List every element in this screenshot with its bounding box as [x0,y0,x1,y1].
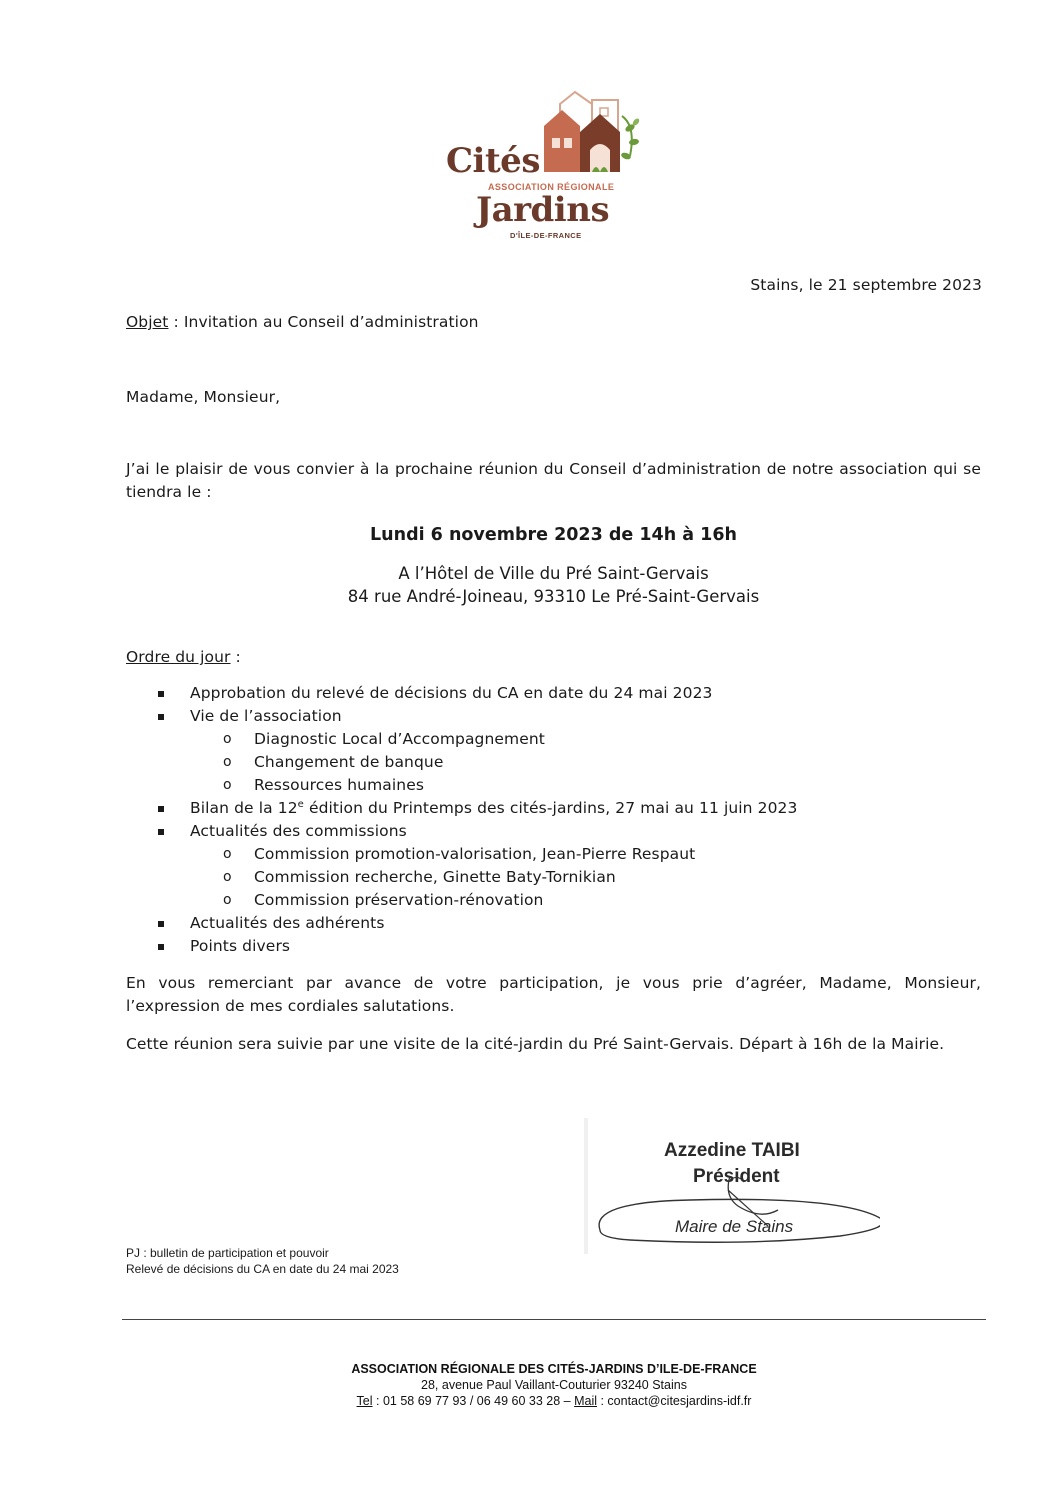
attachment-line-2: Relevé de décisions du CA en date du 24 mai 2023 [126,1262,399,1276]
agenda-subitem [126,866,986,889]
footer-address: 28, avenue Paul Vaillant-Couturier 93240 Stains [421,1378,687,1392]
handwritten-signature-icon [580,1118,880,1258]
footer-organization: ASSOCIATION RÉGIONALE DES CITÉS-JARDINS D’ILE-DE-FRANCE [351,1362,757,1376]
agenda-item-text-start: Bilan de la 12 [190,799,298,817]
circle-bullet-icon: o [223,777,232,793]
agenda-item-text: Ressources humaines [254,776,425,794]
subject-text: : Invitation au Conseil d’administration [168,313,479,331]
logo-word-cites: Cités [446,141,540,181]
agenda-item [126,797,986,820]
agenda-title [126,646,241,669]
footer-tel-value: : 01 58 69 77 93 / 06 49 60 33 28 – [372,1394,575,1408]
agenda-item-text: Approbation du relevé de décisions du CA en date du 24 mai 2023 [190,684,713,702]
circle-bullet-icon: o [223,731,232,747]
attachments [126,1245,399,1277]
signatory-title: Maire de Stains [675,1217,794,1236]
footer-divider [122,1319,986,1320]
agenda-item [126,935,986,958]
agenda-list [126,682,986,958]
square-bullet-icon [158,921,164,927]
footer [122,1361,986,1409]
agenda-item [126,682,986,705]
agenda-item [126,820,986,843]
agenda-item-text: Commission recherche, Ginette Baty-Tornikian [254,868,616,886]
followup-paragraph: Cette réunion sera suivie par une visite de la cité-jardin du Pré Saint-Gervais. Départ à 16h de la Mairie. [126,1035,945,1053]
agenda-item [126,705,986,728]
square-bullet-icon [158,714,164,720]
intro-paragraph: J’ai le plaisir de vous convier à la prochaine réunion du Conseil d’administration de notre association qui se tiendra le : [126,460,981,501]
venue-line-1: A l’Hôtel de Ville du Pré Saint-Gervais [398,564,709,583]
agenda-item-text: Vie de l’association [190,707,342,725]
agenda-item-text: Changement de banque [254,753,444,771]
agenda-item-text-end: édition du Printemps des cités-jardins, 27 mai au 11 juin 2023 [303,799,798,817]
footer-mail-label: Mail [574,1394,598,1408]
agenda-subitem [126,728,986,751]
circle-bullet-icon: o [223,754,232,770]
closing-paragraph: En vous remerciant par avance de votre participation, je vous prie d’agréer, Madame, Monsieur, l’expression de mes cordiales salutations. [126,974,981,1015]
letter-subject [126,311,479,334]
footer-contact [122,1393,986,1409]
signatory-role: Président [693,1166,780,1187]
subject-label: Objet [126,313,169,331]
agenda-subitem [126,774,986,797]
square-bullet-icon [158,806,164,812]
agenda-item-text: Diagnostic Local d’Accompagnement [254,730,545,748]
square-bullet-icon [158,944,164,950]
square-bullet-icon [158,691,164,697]
attachment-line-1: PJ : bulletin de participation et pouvoir [126,1246,329,1260]
venue-line-2: 84 rue André-Joineau, 93310 Le Pré-Saint-Gervais [347,587,760,606]
agenda-subitem [126,889,986,912]
circle-bullet-icon: o [223,892,232,908]
logo-region: D'ÎLE-DE-FRANCE [510,231,582,240]
agenda-item-text: Points divers [190,937,291,955]
meeting-date: Lundi 6 novembre 2023 de 14h à 16h [370,525,737,545]
circle-bullet-icon: o [223,846,232,862]
signature-block [580,1118,880,1258]
agenda-item-text: Commission promotion-valorisation, Jean-Pierre Respaut [254,845,696,863]
footer-mail-value: : contact@citesjardins-idf.fr [597,1394,752,1408]
logo-subtitle: ASSOCIATION RÉGIONALE [488,182,615,192]
footer-tel-label: Tel [356,1394,373,1408]
letter-date: Stains, le 21 septembre 2023 [750,276,982,294]
salutation: Madame, Monsieur, [126,388,281,406]
agenda-item-text: Actualités des adhérents [190,914,385,932]
association-logo [440,86,640,246]
signatory-name: Azzedine TAIBI [664,1140,800,1161]
ordinal-superscript: e [297,798,304,810]
agenda-subitem [126,843,986,866]
meeting-venue [126,562,981,608]
agenda-item-text: Actualités des commissions [190,822,407,840]
agenda-title-label: Ordre du jour [126,648,231,666]
agenda-item [126,912,986,935]
logo-word-jardins: Jardins [476,190,610,230]
square-bullet-icon [158,829,164,835]
circle-bullet-icon: o [223,869,232,885]
agenda-item-text: Commission préservation-rénovation [254,891,544,909]
agenda-subitem [126,751,986,774]
agenda-title-suffix: : [230,648,241,666]
